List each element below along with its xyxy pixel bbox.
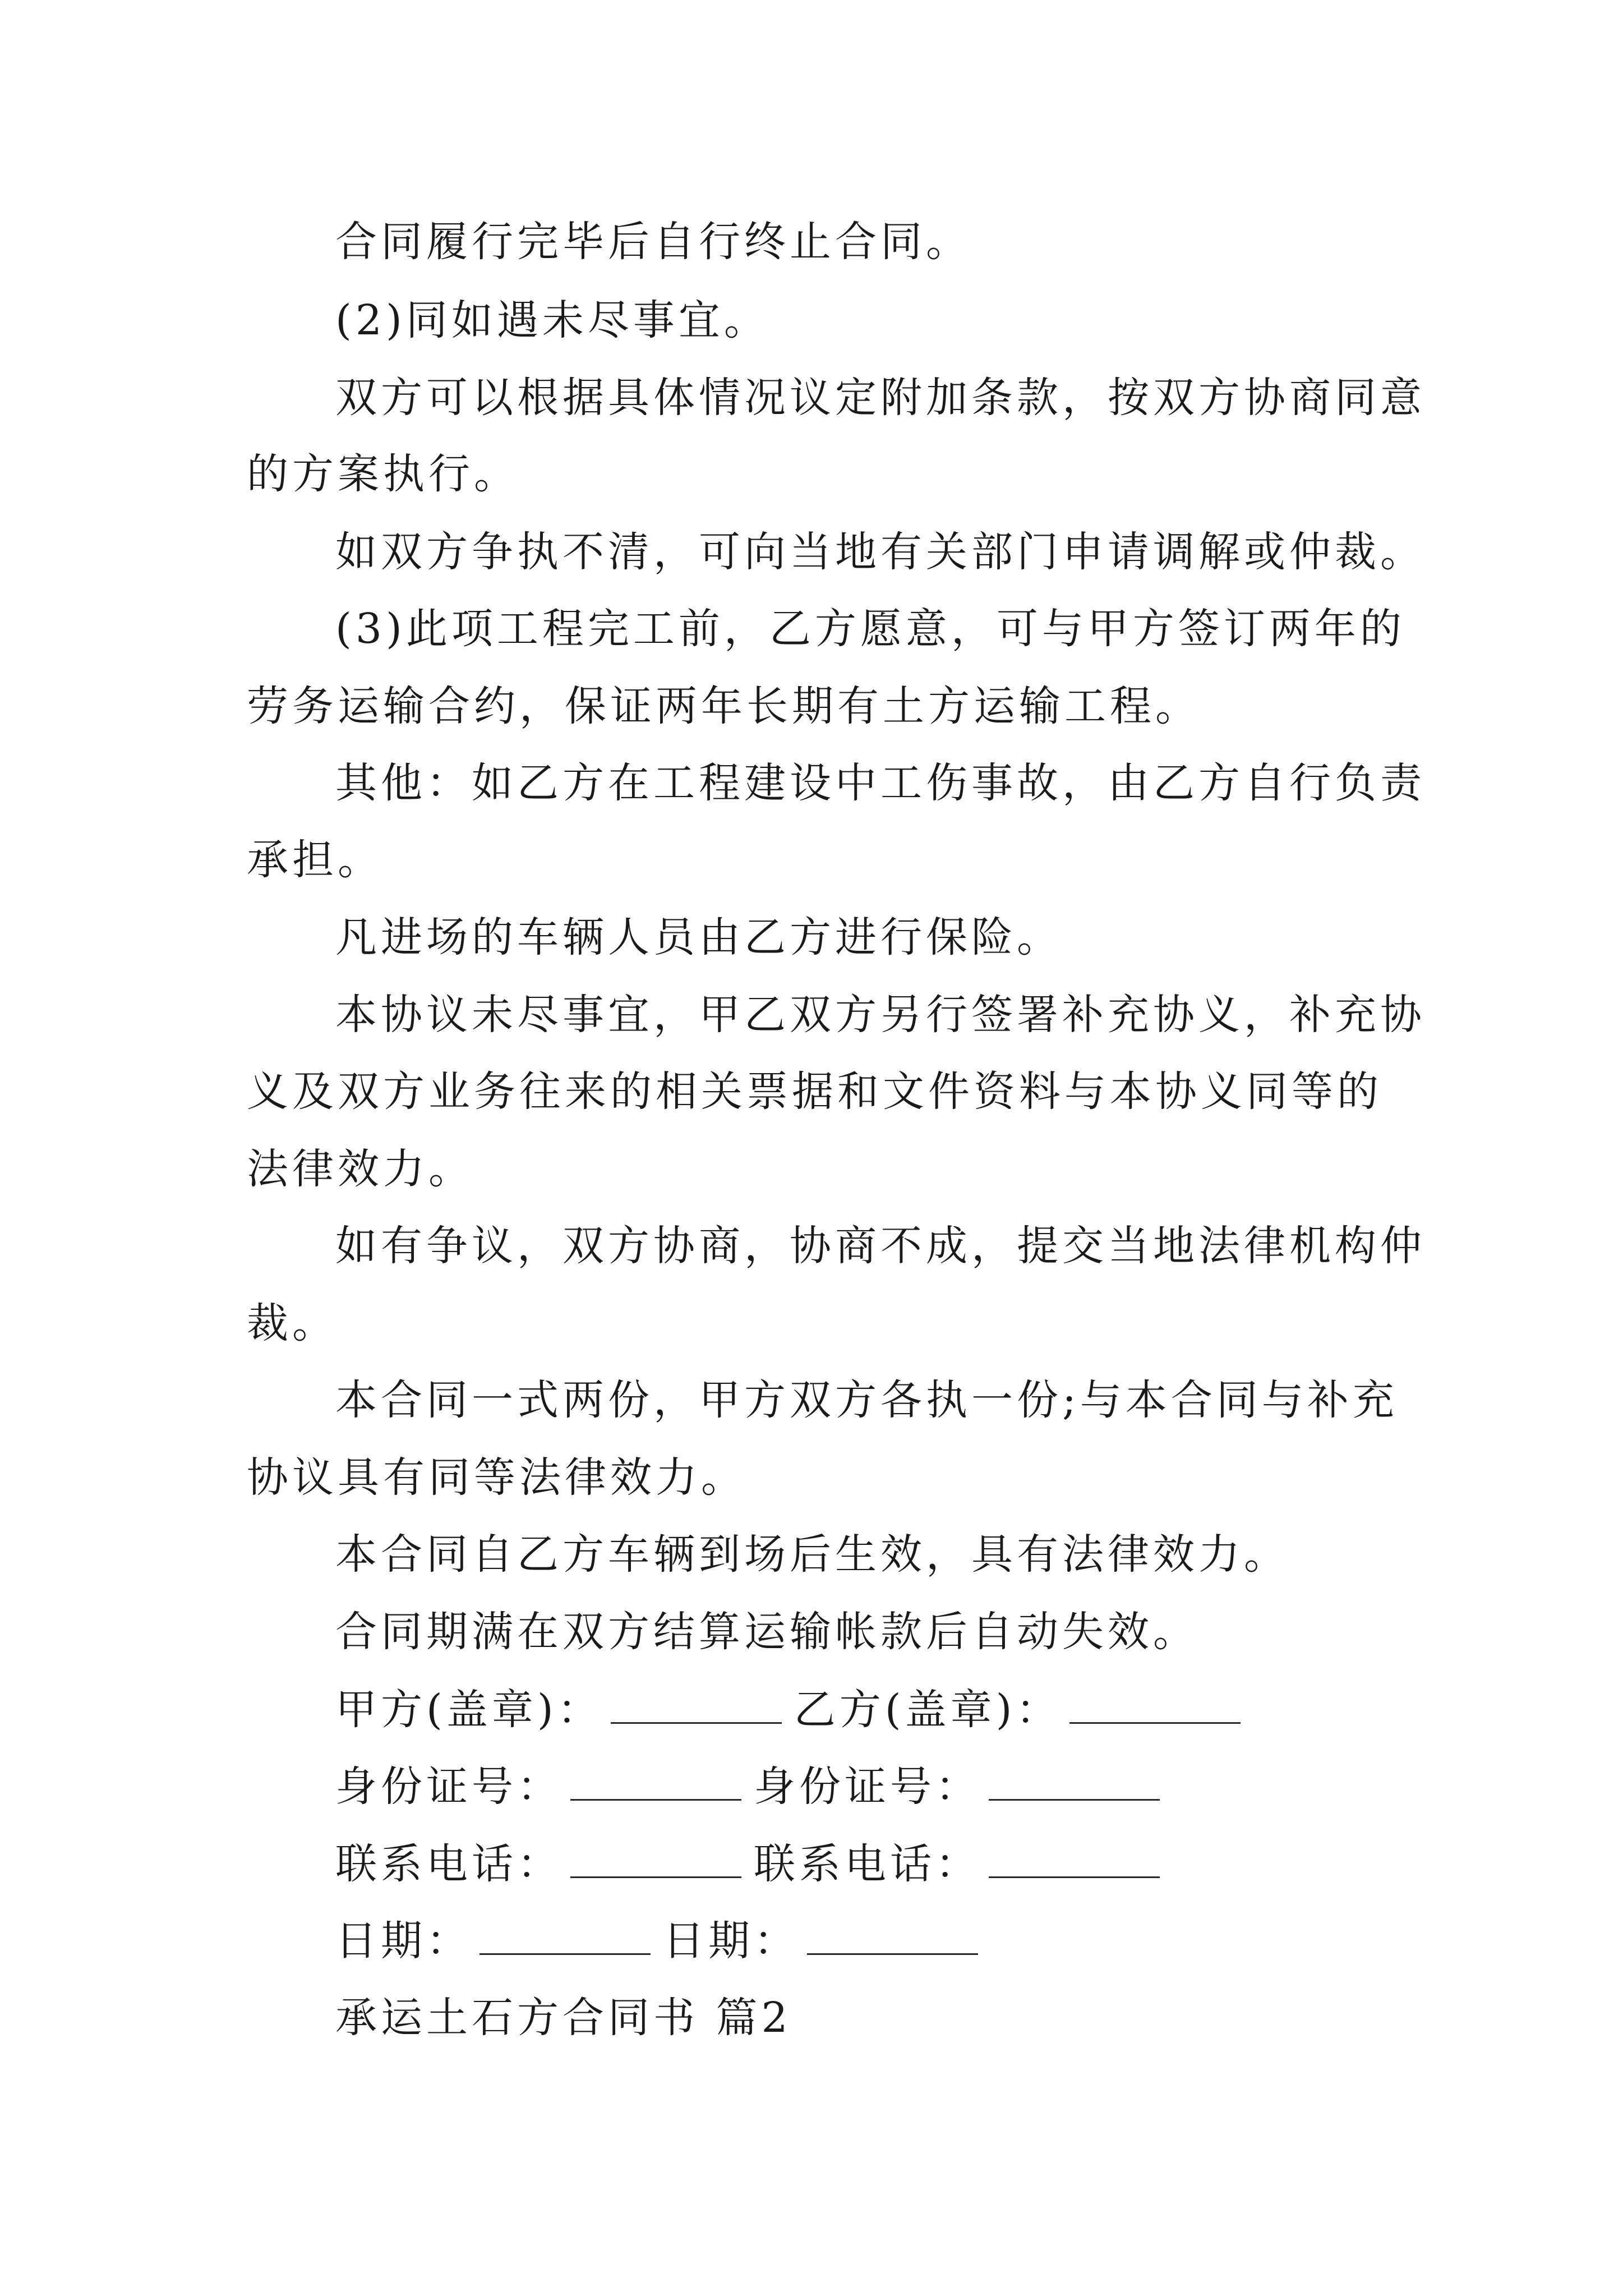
party-a-phone-label: 联系电话： bbox=[335, 1840, 562, 1888]
paragraph-line: 双方可以根据具体情况议定附加条款，按双方协商同意 bbox=[335, 374, 1426, 422]
paragraph-line: 承担。 bbox=[247, 836, 383, 884]
party-a-id-blank bbox=[570, 1765, 741, 1801]
paragraph-line: 合同期满在双方结算运输帐款后自动失效。 bbox=[335, 1608, 1198, 1656]
party-a-seal-blank bbox=[611, 1688, 782, 1724]
paragraph-line: 裁。 bbox=[247, 1299, 338, 1347]
paragraph-line: 的方案执行。 bbox=[247, 450, 519, 498]
paragraph-line: 义及双方业务往来的相关票据和文件资料与本协义同等的 bbox=[247, 1068, 1382, 1116]
paragraph-line: 本合同自乙方车辆到场后生效，具有法律效力。 bbox=[335, 1530, 1289, 1579]
party-a-seal-label: 甲方(盖章)： bbox=[335, 1686, 603, 1734]
paragraph-line: 其他：如乙方在工程建设中工伤事故，由乙方自行负责 bbox=[335, 759, 1426, 807]
party-b-phone-label: 联系电话： bbox=[754, 1840, 981, 1888]
paragraph-line: (3)此项工程完工前，乙方愿意，可与甲方签订两年的 bbox=[335, 605, 1405, 653]
party-b-phone-blank bbox=[989, 1843, 1160, 1878]
paragraph-line: 本协议未尽事宜，甲乙双方另行签署补充协义，补充协 bbox=[335, 991, 1426, 1039]
signature-row-phone bbox=[335, 1840, 1172, 1888]
paragraph-line: (2)同如遇未尽事宜。 bbox=[335, 296, 769, 344]
paragraph-line: 如双方争执不清，可向当地有关部门申请调解或仲裁。 bbox=[335, 528, 1426, 576]
paragraph-line: 劳务运输合约，保证两年长期有土方运输工程。 bbox=[247, 682, 1201, 730]
paragraph-line: 凡进场的车辆人员由乙方进行保险。 bbox=[335, 913, 1062, 961]
party-b-id-label: 身份证号： bbox=[754, 1763, 981, 1811]
paragraph-line: 法律效力。 bbox=[247, 1145, 474, 1193]
party-a-date-label: 日期： bbox=[335, 1917, 472, 1965]
paragraph-line: 本合同一式两份，甲方双方各执一份;与本合同与补充 bbox=[335, 1376, 1398, 1424]
signature-row-date bbox=[335, 1917, 990, 1965]
next-section-title: 承运土石方合同书 篇2 bbox=[335, 1994, 792, 2042]
party-b-date-label: 日期： bbox=[663, 1917, 799, 1965]
paragraph-line: 如有争议，双方协商，协商不成，提交当地法律机构仲 bbox=[335, 1222, 1426, 1270]
paragraph-line: 协议具有同等法律效力。 bbox=[247, 1453, 746, 1502]
signature-row-seal bbox=[335, 1686, 1253, 1734]
party-b-id-blank bbox=[989, 1765, 1160, 1801]
signature-row-id bbox=[335, 1763, 1172, 1811]
party-b-seal-blank bbox=[1069, 1688, 1241, 1724]
party-b-seal-label: 乙方(盖章)： bbox=[794, 1686, 1062, 1734]
party-a-phone-blank bbox=[570, 1843, 741, 1878]
paragraph-line: 合同履行完毕后自行终止合同。 bbox=[335, 218, 971, 266]
party-a-date-blank bbox=[479, 1920, 651, 1955]
party-a-id-label: 身份证号： bbox=[335, 1763, 562, 1811]
party-b-date-blank bbox=[807, 1920, 978, 1955]
